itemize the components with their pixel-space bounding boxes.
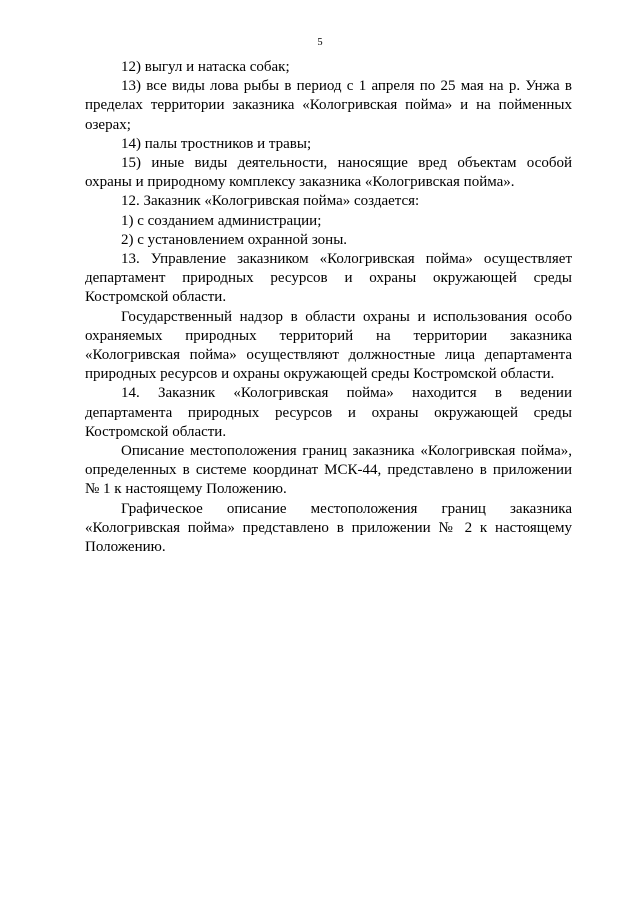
paragraph-item-15-other-activities: 15) иные виды деятельности, наносящие вред объектам особой охраны и природному комплексу заказника «Кологривская пойма». [85,155,572,191]
paragraph-boundary-description: Описание местоположения границ заказника «Кологривская пойма», определенных в системе координат МСК-44, представлено в приложении № 1 к настоящему Положению. [85,443,572,498]
paragraph-item-14-burning: 14) палы тростников и травы; [121,135,312,152]
paragraph-state-supervision: Государственный надзор в области охраны и использования особо охраняемых природных территорий на территории заказника «Кологривская пойма» осуществляют должностные лица департамента природных ресурсов и охраны окружающей среды Костромской области. [85,308,572,383]
page-number: 5 [317,37,323,48]
paragraph-section-12: 12. Заказник «Кологривская пойма» создается: [121,193,420,210]
paragraph-section-12-item-1: 1) с созданием администрации; [121,212,322,229]
paragraph-section-14: 14. Заказник «Кологривская пойма» находится в ведении департамента природных ресурсов и охраны окружающей среды Костромской области. [85,385,572,440]
paragraph-section-13: 13. Управление заказником «Кологривская пойма» осуществляет департамент природных ресурсов и охраны окружающей среды Костромской области. [85,251,572,306]
paragraph-item-12-dog-walking: 12) выгул и натаска собак; [121,59,290,75]
paragraph-graphic-description: Графическое описание местоположения границ заказника «Кологривская пойма» представлено в приложении № 2 к настоящему Положению. [85,500,572,556]
paragraph-item-13-fishing: 13) все виды лова рыбы в период с 1 апреля по 25 мая на р. Унжа в пределах территории заказника «Кологривская пойма» и на пойменных озерах; [85,78,572,133]
document-body [85,58,572,557]
paragraph-section-12-item-2: 2) с установлением охранной зоны. [121,231,348,248]
